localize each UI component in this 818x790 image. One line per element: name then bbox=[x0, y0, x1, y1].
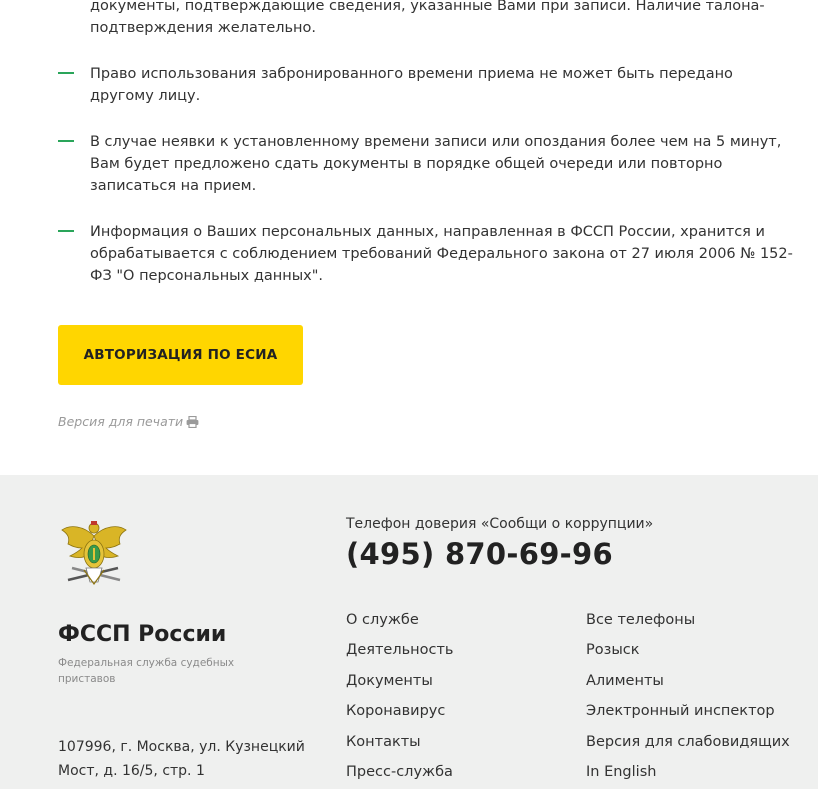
green-dash-icon bbox=[58, 140, 74, 142]
green-dash-icon bbox=[58, 230, 74, 232]
rule-text: документы, подтверждающие сведения, указанные Вами при записи. Наличие талона-подтверждения желательно. bbox=[90, 0, 765, 36]
nav-link-all-phones[interactable]: Все телефоны bbox=[586, 612, 696, 628]
print-version-label: Версия для печати bbox=[58, 414, 184, 429]
printer-icon bbox=[186, 416, 199, 428]
nav-link-coronavirus[interactable]: Коронавирус bbox=[346, 703, 446, 720]
nav-link-alimony[interactable]: Алименты bbox=[586, 672, 664, 689]
footer-nav-item bbox=[346, 760, 453, 790]
rule-text: В случае неявки к установленному времени записи или опоздания более чем на 5 минут, Вам будет предложено сдать документы в порядке общей очереди или повторно записаться на прием. bbox=[90, 134, 782, 194]
fssp-emblem-icon bbox=[60, 518, 128, 590]
nav-link-english[interactable]: In English bbox=[586, 763, 657, 780]
nav-link-wanted[interactable]: Розыск bbox=[586, 642, 640, 659]
rule-text: Право использования забронированного времени приема не может быть передано другому лицу. bbox=[90, 66, 733, 104]
footer-nav-item bbox=[346, 699, 453, 729]
footer-nav-item bbox=[346, 608, 453, 638]
footer-nav-primary bbox=[346, 608, 453, 790]
footer-nav-item bbox=[586, 638, 790, 668]
footer-nav-secondary bbox=[586, 608, 790, 790]
footer-nav-item bbox=[346, 730, 453, 760]
org-address: 107996, г. Москва, ул. Кузнецкий Мост, д. 16/5, стр. 1 bbox=[58, 739, 305, 779]
hotline-phone[interactable]: (495) 870-69-96 bbox=[346, 537, 613, 571]
footer-nav-item bbox=[586, 760, 790, 790]
nav-link-e-inspector[interactable]: Электронный инспектор bbox=[586, 703, 775, 720]
footer-nav-item bbox=[586, 669, 790, 699]
footer-nav-item bbox=[346, 638, 453, 668]
esia-auth-button[interactable]: АВТОРИЗАЦИЯ ПО ЕСИА bbox=[58, 325, 303, 385]
footer-nav-item bbox=[586, 608, 790, 638]
rule-text: Информация о Ваших персональных данных, направленная в ФССП России, хранится и обрабатывается с соблюдением требований Федерального закона от 27 июля 2006 № 152-ФЗ "О персональных данных". bbox=[90, 224, 793, 284]
nav-link-activity[interactable]: Деятельность bbox=[346, 642, 454, 659]
org-subtitle: Федеральная служба судебных приставов bbox=[58, 657, 235, 685]
nav-link-press[interactable]: Пресс-служба bbox=[346, 763, 453, 780]
footer-nav-item bbox=[346, 669, 453, 699]
footer-nav-item bbox=[586, 730, 790, 760]
nav-link-documents[interactable]: Документы bbox=[346, 672, 433, 689]
nav-link-contacts[interactable]: Контакты bbox=[346, 733, 421, 750]
site-footer bbox=[0, 475, 818, 789]
green-dash-icon bbox=[58, 72, 74, 74]
nav-link-about[interactable]: О службе bbox=[346, 612, 419, 628]
org-name: ФССП России bbox=[58, 622, 227, 647]
nav-link-low-vision[interactable]: Версия для слабовидящих bbox=[586, 733, 790, 750]
print-version-link[interactable] bbox=[58, 414, 199, 429]
hotline-label: Телефон доверия «Сообщи о коррупции» bbox=[346, 516, 654, 532]
footer-nav-item bbox=[586, 699, 790, 729]
